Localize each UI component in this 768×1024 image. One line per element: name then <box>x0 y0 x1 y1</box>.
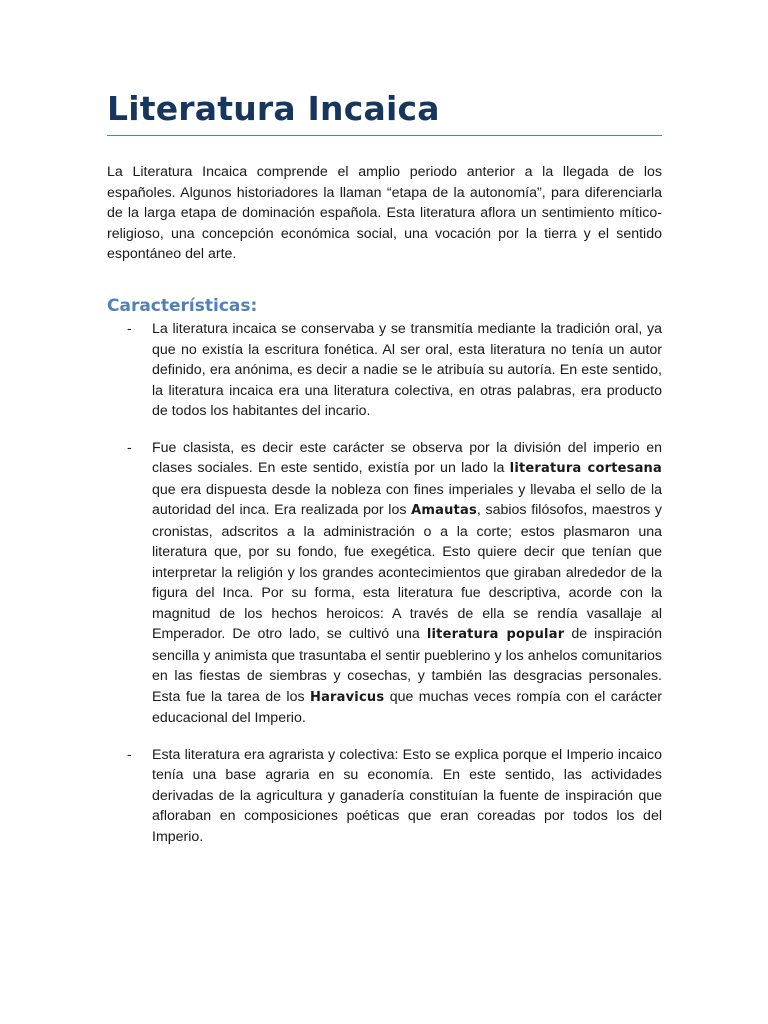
text-run: que era dispuesta desde la nobleza con fines imperiales y llevaba el sello de la autoridad del inca. Era realizada por los <box>152 481 662 518</box>
document-title: Literatura Incaica <box>107 89 440 128</box>
bullet-dash: - <box>127 321 132 337</box>
text-run: Fue clasista, es decir este carácter se observa por la división del imperio en clases sociales. En este sentido, existía por un lado la <box>152 439 662 476</box>
list-item-text <box>152 438 662 729</box>
list-item <box>107 745 662 848</box>
bullet-dash: - <box>127 746 132 763</box>
text-run: de inspiración sencilla y animista que trasuntaba el sentir pueblerino y los anhelos comunitarios en las fiestas de siembras y cosechas, y también las desgracias personales. Esta fue la tarea de los <box>152 626 662 705</box>
bold-term: literatura popular <box>426 627 565 642</box>
bullet-dash: - <box>127 439 132 456</box>
list-item <box>107 438 662 729</box>
section-heading: Características: <box>107 296 258 316</box>
text-run: que muchas veces rompía con el carácter educacional del Imperio. <box>152 688 663 726</box>
characteristics-list <box>107 319 662 863</box>
text-run: , sabios filósofos, maestros y cronistas, adscritos a la administración o a la corte; estos plasmaron una literatura que, por su fondo, fue exegética. Esto quiere decir que tenían que interpretar la religión y los grandes acontecimientos que giraban alrededor de la figura del Inca. Por su forma, esta literatura fue descriptiva, acorde con la magnitud de los hechos heroicos: A través de ella se rendía vasallaje al Emperador. De otro lado, se cultivó una <box>152 502 662 642</box>
text-run: La literatura incaica se conservaba y se transmitía mediante la tradición oral, ya que no existía la escritura fonética. Al ser oral, esta literatura no tenía un autor definido, era anónima, es decir a nadie se le atribuía su autoría. En este sentido, la literatura incaica era una literatura colectiva, en otras palabras, era producto de todos los habitantes del incario. <box>152 321 662 419</box>
list-item <box>107 319 662 422</box>
text-run: Esta literatura era agrarista y colectiva: Esto se explica porque el Imperio incaico tenía una base agraria en su economía. En este sentido, las actividades derivadas de la agricultura y ganadería constituían la fuente de inspiración que afloraban en composiciones poéticas que eran coreadas por todos los del Imperio. <box>152 746 662 845</box>
intro-paragraph: La Literatura Incaica comprende el amplio periodo anterior a la llegada de los españoles. Algunos historiadores la llaman “etapa de la autonomía”, para diferenciarla de la larga etapa de dominación española. Esta literatura aflora un sentimiento mítico-religioso, una concepción económica social, una vocación por la tierra y el sentido espontáneo del arte. <box>107 164 662 262</box>
bold-term: literatura cortesana <box>509 461 662 476</box>
bold-term: Amautas <box>411 503 477 518</box>
list-item-text <box>152 745 662 848</box>
list-item-text <box>152 319 662 422</box>
bold-term: Haravicus <box>310 689 385 705</box>
title-underline <box>107 135 662 136</box>
